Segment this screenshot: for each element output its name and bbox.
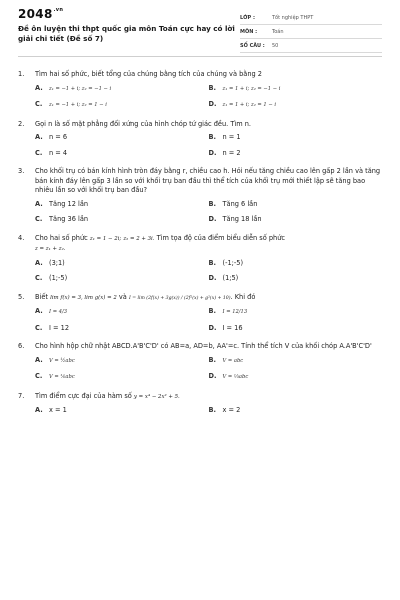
option-a[interactable]: [35, 307, 209, 318]
answer-options: [35, 307, 382, 333]
option-c[interactable]: [35, 100, 209, 111]
option-letter: A.: [35, 406, 43, 414]
option-text: (3;1): [49, 258, 65, 267]
document-title: Đề ôn luyện thi thpt quốc gia môn Toán cực hay có lời giải chi tiết (Đề số 7): [18, 24, 235, 43]
option-c[interactable]: [35, 324, 209, 334]
option-letter: A.: [35, 199, 43, 208]
option-text: x = 2: [222, 406, 241, 414]
meta-key: MÔN :: [240, 28, 258, 35]
option-letter: B.: [208, 355, 217, 364]
option-a[interactable]: [35, 259, 209, 269]
meta-row-subject: [240, 25, 382, 39]
option-letter: A.: [35, 258, 43, 267]
meta-value: 50: [272, 42, 279, 49]
option-text: (-1;-5): [222, 258, 244, 267]
option-letter: B.: [208, 199, 217, 208]
question-text-part: Biết: [35, 292, 48, 301]
math-formula: y = x⁴ − 2x² + 5.: [133, 393, 180, 400]
option-b[interactable]: [209, 259, 383, 269]
question-number: 4.: [18, 233, 25, 242]
option-d[interactable]: [209, 274, 383, 284]
answer-options: [35, 406, 382, 416]
option-letter: C.: [35, 100, 43, 108]
option-text: Tăng 12 lần: [49, 199, 89, 208]
meta-key: LỚP :: [240, 14, 255, 21]
question-7: [18, 392, 382, 416]
option-b[interactable]: [209, 356, 383, 367]
site-logo[interactable]: [18, 7, 63, 21]
question-text: Cho khối trụ có bán kính hình tròn đáy bằng r, chiều cao h. Hỏi nếu tăng chiều cao lên gấp 2 lần và tăng bán kính đáy lên gấp 3 lần so với khối trụ ban đầu thì thể tích của khối trụ mới thiết lập sẽ tăng bao nhiêu lần so với khối trụ ban đầu?: [35, 167, 381, 194]
option-text: (1;5): [222, 274, 239, 282]
option-text: I = 12/13: [222, 309, 248, 315]
logo-suffix: .vn: [53, 7, 64, 13]
math-formula: lim f(x) = 3, lim g(x) = 2: [50, 294, 117, 301]
option-letter: D.: [208, 323, 217, 332]
option-d[interactable]: [209, 215, 383, 225]
question-5: [18, 293, 382, 334]
answer-options: [35, 259, 382, 284]
answer-options: [35, 356, 382, 383]
math-formula: z₁ = 1 − 2i;: [89, 235, 122, 242]
option-letter: B.: [208, 83, 217, 92]
math-formula: z₂ = 2 + 3i.: [123, 235, 155, 242]
option-c[interactable]: [35, 215, 209, 225]
meta-value: Toán: [272, 28, 284, 35]
option-text: I = 4/3: [49, 309, 68, 315]
option-text: n = 2: [222, 148, 241, 157]
option-text: Tăng 36 lần: [49, 215, 89, 223]
question-number: 5.: [18, 292, 25, 301]
question-text: Gọi n là số mặt phẳng đối xứng của hình chóp tứ giác đều. Tìm n.: [35, 119, 252, 128]
option-text: I = 16: [222, 323, 243, 332]
question-text: Tìm hai số phức, biết tổng của chúng bằng tích của chúng và bằng 2: [35, 70, 262, 78]
option-d[interactable]: [209, 149, 383, 159]
option-b[interactable]: [209, 200, 383, 210]
option-c[interactable]: [35, 149, 209, 159]
option-text: V = ⅓abc: [222, 374, 249, 380]
option-b[interactable]: [209, 307, 383, 318]
option-letter: C.: [35, 274, 43, 282]
meta-value: Tốt nghiệp THPT: [272, 14, 314, 21]
option-a[interactable]: [35, 84, 209, 95]
option-a[interactable]: [35, 406, 209, 416]
math-formula: I = lim (2f(x) + 3g(x)) / (2f²(x) + g²(x) + 10): [128, 295, 231, 301]
question-1: [18, 70, 382, 111]
question-text-part: Tìm điểm cực đại của hàm số: [35, 391, 132, 400]
option-letter: C.: [35, 372, 43, 380]
option-text: Tăng 18 lần: [222, 215, 262, 223]
question-text: [35, 234, 382, 245]
option-d[interactable]: [209, 372, 383, 383]
answer-options: [35, 84, 382, 111]
question-text-part: . Khi đó: [230, 292, 256, 301]
question-number: 7.: [18, 391, 25, 400]
option-text: n = 1: [222, 133, 241, 141]
option-letter: B.: [208, 406, 217, 414]
question-text-part: Cho hai số phức: [35, 233, 88, 242]
option-a[interactable]: [35, 200, 209, 210]
answer-options: [35, 133, 382, 158]
option-text: z₁ = −1 + i; z₂ = 1 − i: [49, 102, 107, 108]
option-text: (1;-5): [49, 274, 68, 282]
question-text-part: Tìm tọa độ của điểm biểu diễn số phức: [156, 233, 286, 242]
option-letter: B.: [208, 133, 217, 141]
math-formula: z = z₁ + z₂.: [35, 246, 66, 252]
option-letter: B.: [208, 258, 217, 267]
option-letter: C.: [35, 148, 43, 157]
option-text: V = ⅙abc: [49, 374, 75, 380]
question-text: [35, 293, 382, 304]
option-a[interactable]: [35, 356, 209, 367]
option-letter: B.: [208, 307, 217, 315]
question-text: Cho hình hộp chữ nhật ABCD.A'B'C'D' có AB=a, AD=b, AA'=c. Tính thể tích V của khối chóp A.A'B'C'D': [35, 342, 372, 350]
meta-key: SỐ CÂU :: [240, 42, 265, 49]
option-text: V = ½abc: [49, 357, 75, 364]
option-letter: A.: [35, 83, 43, 92]
meta-row-grade: [240, 11, 382, 25]
question-text: [35, 392, 382, 403]
question-2: [18, 120, 382, 159]
option-letter: D.: [208, 100, 217, 108]
answer-options: [35, 200, 382, 225]
option-letter: D.: [208, 148, 217, 157]
option-text: V = abc: [222, 357, 244, 364]
question-text-part: và: [118, 292, 127, 301]
option-d[interactable]: [209, 100, 383, 111]
question-number: 3.: [18, 167, 25, 175]
option-b[interactable]: [209, 84, 383, 95]
option-letter: D.: [208, 215, 217, 223]
document-header: [18, 0, 382, 57]
question-3: [18, 167, 382, 225]
option-a[interactable]: [35, 133, 209, 143]
question-6: [18, 342, 382, 383]
option-text: x = 1: [49, 406, 67, 414]
option-text: z₁ = 1 + i; z₂ = −1 − i: [222, 85, 281, 92]
option-c[interactable]: [35, 274, 209, 284]
option-text: n = 4: [49, 148, 68, 157]
question-list: [18, 57, 382, 416]
option-d[interactable]: [209, 324, 383, 334]
option-letter: A.: [35, 133, 43, 141]
option-b[interactable]: [209, 406, 383, 416]
exam-meta-table: [240, 11, 382, 53]
question-number: 6.: [18, 342, 25, 350]
option-text: I = 12: [49, 323, 70, 332]
question-number: 1.: [18, 70, 25, 78]
option-b[interactable]: [209, 133, 383, 143]
option-text: z₁ = 1 + i; z₂ = 1 − i: [222, 102, 277, 108]
option-c[interactable]: [35, 372, 209, 383]
option-letter: D.: [208, 274, 217, 282]
option-letter: C.: [35, 323, 43, 332]
meta-row-count: [240, 39, 382, 53]
logo-text: 2048: [18, 7, 53, 21]
option-letter: D.: [208, 372, 217, 380]
option-letter: C.: [35, 215, 43, 223]
question-number: 2.: [18, 119, 25, 128]
option-letter: A.: [35, 307, 43, 315]
option-text: Tăng 6 lần: [222, 199, 258, 208]
option-letter: A.: [35, 355, 43, 364]
question-4: [18, 234, 382, 284]
option-text: z₁ = −1 + i; z₂ = −1 − i: [49, 85, 112, 92]
option-text: n = 6: [49, 133, 68, 141]
